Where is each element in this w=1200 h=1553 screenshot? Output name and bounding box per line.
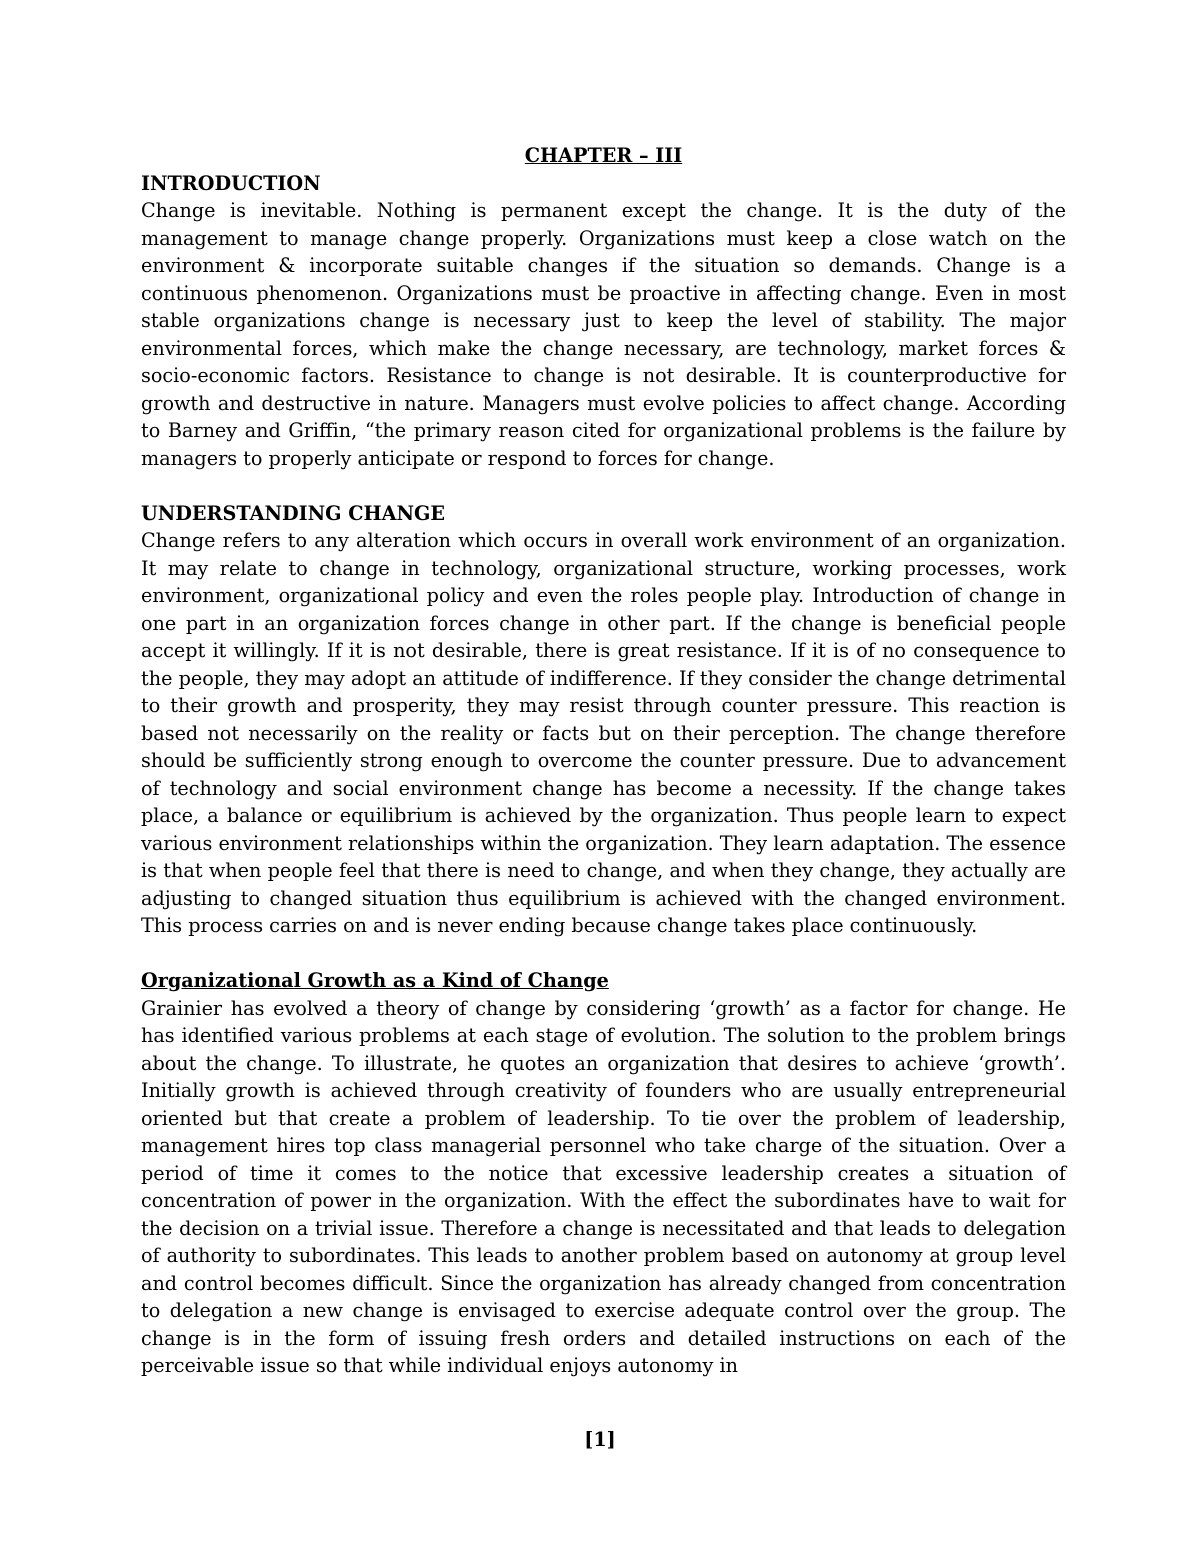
section-spacer [141, 940, 1066, 968]
introduction-heading: INTRODUCTION [141, 171, 321, 195]
understanding-change-heading: UNDERSTANDING CHANGE [141, 501, 446, 525]
section-spacer [141, 472, 1066, 500]
introduction-paragraph: Change is inevitable. Nothing is permanent except the change. It is the duty of the management to manage change properly. Organizations must keep a close watch on the environment & incorporate suitable changes if the situation so demands. Change is a continuous phenomenon. Organizations must be proactive in affecting change. Even in most stable organizations change is necessary just to keep the level of stability. The major environmental forces, which make the change necessary, are technology, market forces & socio-economic factors. Resistance to change is not desirable. It is counterproductive for growth and destructive in nature. Managers must evolve policies to affect change. According to Barney and Griffin, “the primary reason cited for organizational problems is the failure by managers to properly anticipate or respond to forces for change. [141, 199, 1066, 470]
chapter-title: CHAPTER – III [524, 144, 683, 167]
organizational-growth-paragraph: Grainier has evolved a theory of change by considering ‘growth’ as a factor for change. He has identified various problems at each stage of evolution. The solution to the problem brings about the change. To illustrate, he quotes an organization that desires to achieve ‘growth’. Initially growth is achieved through creativity of founders who are usually entrepreneurial oriented but that create a problem of leadership. To tie over the problem of leadership, management hires top class managerial personnel who take charge of the situation. Over a period of time it comes to the notice that excessive leadership creates a situation of concentration of power in the organization. With the effect the subordinates have to wait for the decision on a trivial issue. Therefore a change is necessitated and that leads to delegation of authority to subordinates. This leads to another problem based on autonomy at group level and control becomes difficult. Since the organization has already changed from concentration to delegation a new change is envisaged to exercise adequate control over the group. The change is in the form of issuing fresh orders and detailed instructions on each of the perceivable issue so that while individual enjoys autonomy in [141, 996, 1066, 1377]
organizational-growth-heading: Organizational Growth as a Kind of Change [141, 969, 609, 992]
understanding-change-paragraph: Change refers to any alteration which occurs in overall work environment of an organization. It may relate to change in technology, organizational structure, working processes, work environment, organizational policy and even the roles people play. Introduction of change in one part in an organization forces change in other part. If the change is beneficial people accept it willingly. If it is not desirable, there is great resistance. If it is of no consequence to the people, they may adopt an attitude of indifference. If they consider the change detrimental to their growth and prosperity, they may resist through counter pressure. This reaction is based not necessarily on the reality or facts but on their perception. The change therefore should be sufficiently strong enough to overcome the counter pressure. Due to advancement of technology and social environment change has become a necessity. If the change takes place, a balance or equilibrium is achieved by the organization. Thus people learn to expect various environment relationships within the organization. They learn adaptation. The essence is that when people feel that there is need to change, and when they change, they actually are adjusting to changed situation thus equilibrium is achieved with the changed environment. This process carries on and is never ending because change takes place continuously. [141, 529, 1066, 937]
document-page [141, 142, 1066, 1380]
page-number: [1] [584, 1428, 616, 1451]
